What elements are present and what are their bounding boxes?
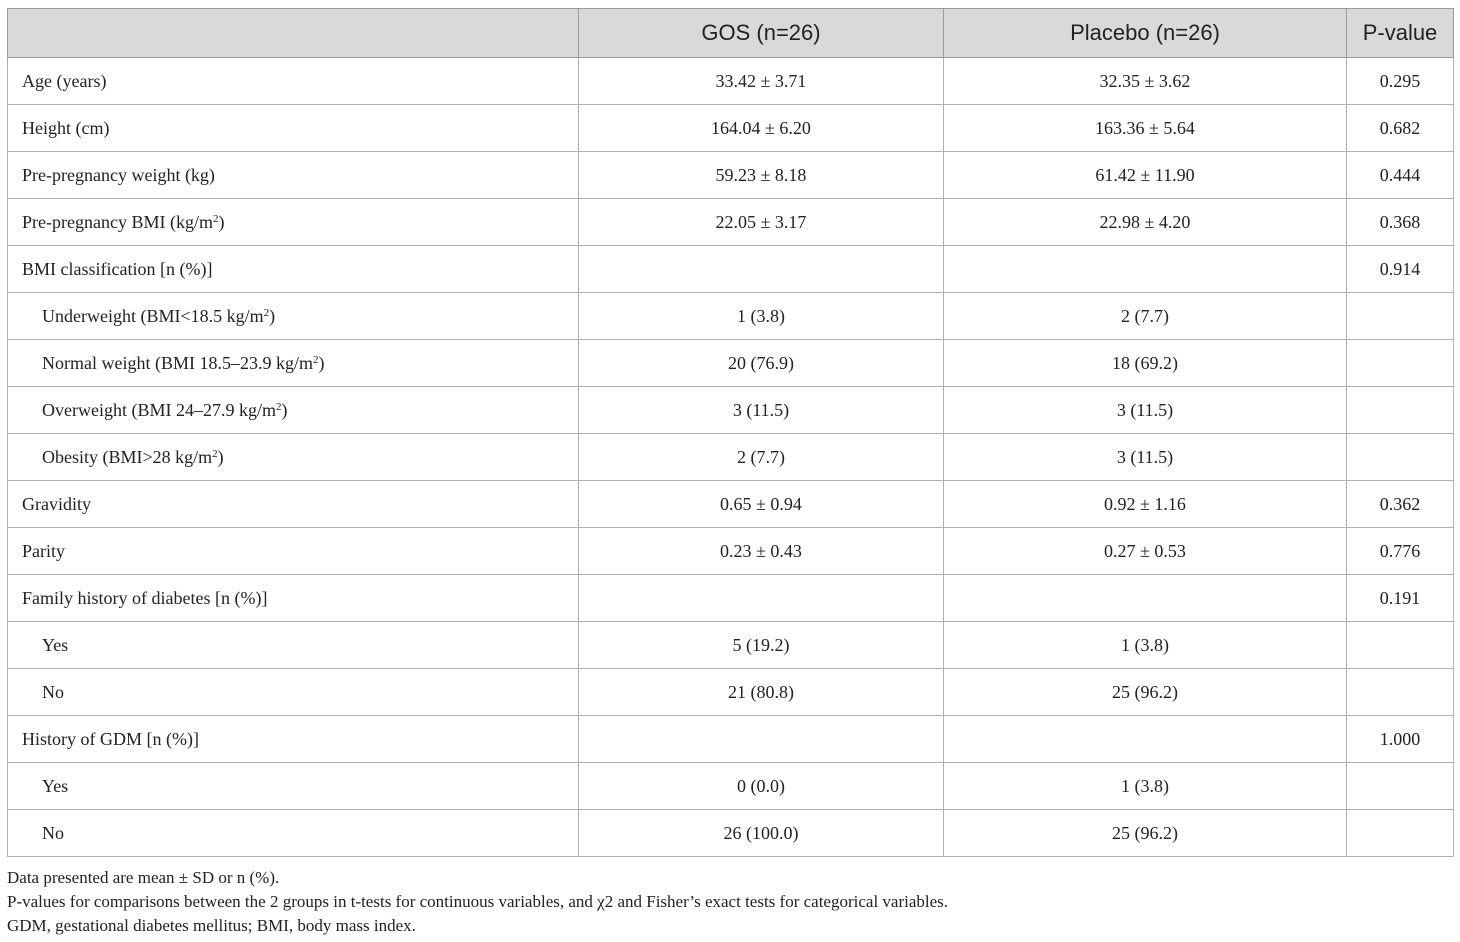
row-label-text: Yes bbox=[42, 634, 69, 655]
row-label-text: BMI classification [n (%)] bbox=[22, 258, 213, 279]
row-label-superscript: 2 bbox=[212, 212, 219, 225]
row-label bbox=[8, 58, 579, 105]
table-row bbox=[8, 763, 1454, 810]
placebo-value: 22.98 ± 4.20 bbox=[944, 199, 1347, 246]
p-value: 0.362 bbox=[1347, 481, 1454, 528]
row-label-text: Pre-pregnancy weight (kg) bbox=[22, 164, 215, 185]
gos-value: 0 (0.0) bbox=[579, 763, 944, 810]
row-label bbox=[8, 528, 579, 575]
gos-value: 3 (11.5) bbox=[579, 387, 944, 434]
placebo-value: 61.42 ± 11.90 bbox=[944, 152, 1347, 199]
table-row bbox=[8, 246, 1454, 293]
placebo-value bbox=[944, 716, 1347, 763]
gos-value bbox=[579, 246, 944, 293]
table-row bbox=[8, 528, 1454, 575]
table-row bbox=[8, 716, 1454, 763]
row-label-text: Overweight (BMI 24–27.9 kg/m bbox=[42, 399, 276, 420]
gos-value: 26 (100.0) bbox=[579, 810, 944, 857]
placebo-value: 1 (3.8) bbox=[944, 763, 1347, 810]
gos-value: 59.23 ± 8.18 bbox=[579, 152, 944, 199]
p-value bbox=[1347, 622, 1454, 669]
row-label bbox=[8, 575, 579, 622]
table-row bbox=[8, 387, 1454, 434]
placebo-value: 2 (7.7) bbox=[944, 293, 1347, 340]
row-label-text: Gravidity bbox=[22, 493, 91, 514]
row-label-superscript: 2 bbox=[312, 353, 319, 366]
gos-value: 21 (80.8) bbox=[579, 669, 944, 716]
p-value bbox=[1347, 387, 1454, 434]
p-value: 0.914 bbox=[1347, 246, 1454, 293]
row-label bbox=[8, 246, 579, 293]
row-label bbox=[8, 199, 579, 246]
p-value: 0.682 bbox=[1347, 105, 1454, 152]
row-label-text: Height (cm) bbox=[22, 117, 110, 138]
gos-value bbox=[579, 716, 944, 763]
table-body bbox=[8, 58, 1454, 857]
row-label-suffix: ) bbox=[281, 399, 288, 420]
placebo-value bbox=[944, 575, 1347, 622]
header-variable bbox=[8, 9, 579, 58]
gos-value: 0.23 ± 0.43 bbox=[579, 528, 944, 575]
p-value: 0.776 bbox=[1347, 528, 1454, 575]
row-label-superscript: 2 bbox=[212, 447, 218, 460]
row-label bbox=[8, 387, 579, 434]
gos-value: 164.04 ± 6.20 bbox=[579, 105, 944, 152]
placebo-value: 0.27 ± 0.53 bbox=[944, 528, 1347, 575]
table-row bbox=[8, 575, 1454, 622]
row-label-text: Family history of diabetes [n (%)] bbox=[22, 587, 268, 608]
table-row bbox=[8, 434, 1454, 481]
row-label bbox=[8, 763, 579, 810]
row-label bbox=[8, 105, 579, 152]
row-label bbox=[8, 481, 579, 528]
gos-value: 33.42 ± 3.71 bbox=[579, 58, 944, 105]
p-value bbox=[1347, 340, 1454, 387]
row-label bbox=[8, 716, 579, 763]
footnote-p-values: P-values for comparisons between the 2 groups in t-tests for continuous variables, and χ2 and Fisher’s exact tests for categorical variables. bbox=[7, 892, 949, 911]
row-label bbox=[8, 340, 579, 387]
p-value: 0.191 bbox=[1347, 575, 1454, 622]
table-row bbox=[8, 58, 1454, 105]
table-row bbox=[8, 622, 1454, 669]
table-row bbox=[8, 481, 1454, 528]
row-label-text: Underweight (BMI<18.5 kg/m bbox=[42, 305, 264, 326]
placebo-value: 1 (3.8) bbox=[944, 622, 1347, 669]
p-value: 0.444 bbox=[1347, 152, 1454, 199]
header-gos: GOS (n=26) bbox=[579, 9, 944, 58]
table-header-row bbox=[8, 9, 1454, 58]
row-label-text: Obesity (BMI>28 kg/m bbox=[42, 446, 213, 467]
row-label bbox=[8, 810, 579, 857]
placebo-value bbox=[944, 246, 1347, 293]
row-label bbox=[8, 669, 579, 716]
p-value bbox=[1347, 434, 1454, 481]
row-label bbox=[8, 434, 579, 481]
header-placebo: Placebo (n=26) bbox=[944, 9, 1347, 58]
row-label-text: No bbox=[42, 681, 64, 702]
gos-value: 1 (3.8) bbox=[579, 293, 944, 340]
row-label-superscript: 2 bbox=[275, 400, 282, 413]
table-row bbox=[8, 340, 1454, 387]
table-footnotes bbox=[7, 866, 1447, 938]
placebo-value: 3 (11.5) bbox=[944, 434, 1347, 481]
row-label-text: Parity bbox=[22, 540, 65, 561]
p-value bbox=[1347, 763, 1454, 810]
placebo-value: 18 (69.2) bbox=[944, 340, 1347, 387]
row-label-suffix: ) bbox=[217, 446, 224, 467]
gos-value: 20 (76.9) bbox=[579, 340, 944, 387]
table-row bbox=[8, 105, 1454, 152]
row-label-text: History of GDM [n (%)] bbox=[22, 728, 199, 749]
baseline-characteristics-table bbox=[7, 8, 1454, 857]
table-row bbox=[8, 152, 1454, 199]
footnote-abbreviations: GDM, gestational diabetes mellitus; BMI, body mass index. bbox=[7, 916, 416, 935]
p-value bbox=[1347, 669, 1454, 716]
placebo-value: 32.35 ± 3.62 bbox=[944, 58, 1347, 105]
header-p-value: P-value bbox=[1347, 9, 1454, 58]
p-value: 0.295 bbox=[1347, 58, 1454, 105]
row-label-text: Normal weight (BMI 18.5–23.9 kg/m bbox=[42, 352, 313, 373]
gos-value: 2 (7.7) bbox=[579, 434, 944, 481]
row-label bbox=[8, 152, 579, 199]
row-label-text: Yes bbox=[42, 775, 69, 796]
placebo-value: 25 (96.2) bbox=[944, 669, 1347, 716]
placebo-value: 0.92 ± 1.16 bbox=[944, 481, 1347, 528]
row-label-text: Pre-pregnancy BMI (kg/m bbox=[22, 211, 213, 232]
row-label-suffix: ) bbox=[318, 352, 325, 373]
table-row bbox=[8, 199, 1454, 246]
table-row bbox=[8, 293, 1454, 340]
row-label bbox=[8, 293, 579, 340]
gos-value bbox=[579, 575, 944, 622]
row-label-suffix: ) bbox=[218, 211, 225, 232]
p-value bbox=[1347, 810, 1454, 857]
row-label-text: Age (years) bbox=[22, 70, 107, 91]
row-label-superscript: 2 bbox=[263, 306, 270, 319]
placebo-value: 3 (11.5) bbox=[944, 387, 1347, 434]
p-value: 0.368 bbox=[1347, 199, 1454, 246]
table-row bbox=[8, 669, 1454, 716]
placebo-value: 163.36 ± 5.64 bbox=[944, 105, 1347, 152]
gos-value: 5 (19.2) bbox=[579, 622, 944, 669]
row-label-suffix: ) bbox=[269, 305, 276, 326]
placebo-value: 25 (96.2) bbox=[944, 810, 1347, 857]
p-value: 1.000 bbox=[1347, 716, 1454, 763]
footnote-data-presented: Data presented are mean ± SD or n (%). bbox=[7, 868, 280, 887]
gos-value: 0.65 ± 0.94 bbox=[579, 481, 944, 528]
row-label-text: No bbox=[42, 822, 64, 843]
row-label bbox=[8, 622, 579, 669]
p-value bbox=[1347, 293, 1454, 340]
gos-value: 22.05 ± 3.17 bbox=[579, 199, 944, 246]
baseline-table-container bbox=[7, 8, 1453, 857]
table-row bbox=[8, 810, 1454, 857]
